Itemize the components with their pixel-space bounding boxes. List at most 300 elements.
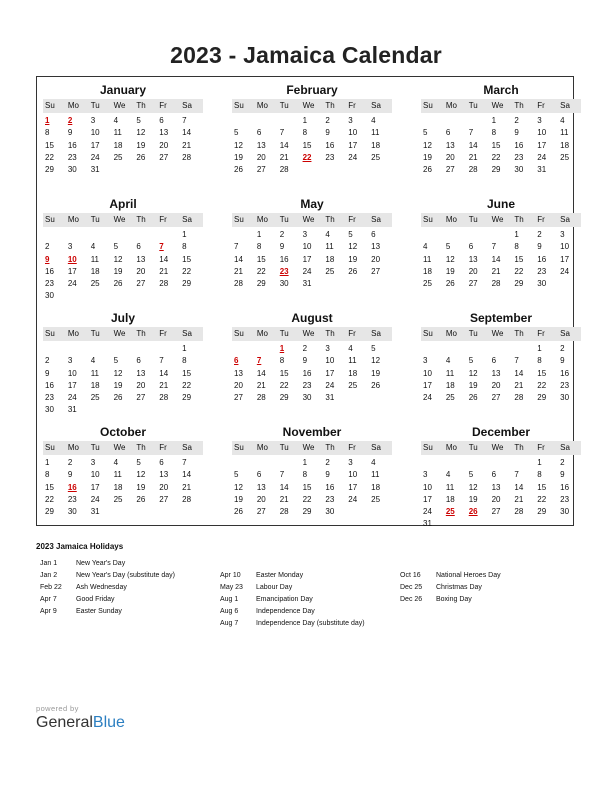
empty-cell bbox=[232, 115, 255, 127]
weekday-header bbox=[232, 441, 392, 455]
empty-cell bbox=[421, 457, 444, 469]
weekday-label: Sa bbox=[371, 329, 381, 338]
empty-cell bbox=[134, 343, 157, 355]
day-grid bbox=[232, 229, 392, 290]
day-cell: 25 bbox=[90, 393, 100, 403]
weekday-label: Sa bbox=[560, 215, 570, 224]
holiday-date: Aug 6 bbox=[220, 608, 239, 615]
day-cell: 13 bbox=[256, 482, 266, 492]
day-cell: 29 bbox=[279, 393, 289, 403]
day-cell: 17 bbox=[90, 140, 100, 150]
day-cell: 4 bbox=[445, 470, 451, 480]
day-cell: 23 bbox=[302, 380, 312, 390]
day-cell: 29 bbox=[514, 279, 524, 289]
day-cell: 19 bbox=[445, 266, 455, 276]
weekday-label: Mo bbox=[256, 101, 268, 110]
day-cell: 26 bbox=[234, 165, 243, 175]
holiday-day: 10 bbox=[67, 254, 77, 264]
day-cell: 8 bbox=[537, 356, 542, 366]
day-cell: 16 bbox=[302, 368, 312, 378]
weekday-label: We bbox=[302, 215, 315, 224]
day-cell: 1 bbox=[537, 458, 542, 467]
day-cell: 23 bbox=[325, 152, 335, 162]
day-cell: 1 bbox=[182, 230, 187, 239]
day-cell: 11 bbox=[113, 470, 122, 480]
day-cell: 16 bbox=[514, 140, 524, 150]
day-cell: 3 bbox=[423, 470, 428, 480]
empty-cell bbox=[278, 115, 301, 127]
weekday-label: We bbox=[302, 329, 315, 338]
day-cell: 10 bbox=[423, 482, 432, 492]
day-cell: 15 bbox=[302, 140, 312, 150]
month-name: September bbox=[469, 311, 533, 325]
empty-cell bbox=[43, 343, 66, 355]
day-cell: 8 bbox=[491, 128, 497, 138]
day-cell: 25 bbox=[113, 494, 123, 504]
day-cell: 31 bbox=[90, 165, 100, 175]
month-name: January bbox=[99, 83, 147, 97]
weekday-label: Tu bbox=[468, 443, 478, 452]
day-cell: 17 bbox=[423, 380, 432, 390]
day-cell: 12 bbox=[234, 482, 243, 492]
day-cell: 6 bbox=[491, 470, 497, 480]
day-cell: 13 bbox=[445, 140, 455, 150]
day-cell: 4 bbox=[90, 242, 96, 252]
day-cell: 4 bbox=[371, 116, 376, 125]
day-cell: 25 bbox=[560, 152, 570, 162]
weekday-label: Sa bbox=[560, 329, 570, 338]
day-cell: 19 bbox=[234, 152, 243, 162]
holiday-day: 25 bbox=[445, 507, 455, 517]
day-cell: 30 bbox=[560, 507, 570, 517]
weekday-label: Sa bbox=[560, 443, 570, 452]
weekday-label: Su bbox=[45, 101, 55, 110]
weekday-header bbox=[421, 213, 581, 227]
day-cell: 6 bbox=[256, 128, 262, 138]
weekday-label: Fr bbox=[348, 329, 356, 338]
day-cell: 9 bbox=[67, 470, 73, 480]
empty-cell bbox=[512, 457, 535, 469]
day-cell: 11 bbox=[445, 368, 455, 378]
weekday-label: We bbox=[491, 215, 504, 224]
day-cell: 10 bbox=[560, 242, 570, 252]
day-grid bbox=[421, 343, 581, 404]
weekday-label: Sa bbox=[371, 443, 381, 452]
day-cell: 4 bbox=[113, 458, 119, 467]
day-cell: 22 bbox=[182, 266, 192, 276]
day-cell: 24 bbox=[423, 507, 432, 517]
day-cell: 22 bbox=[45, 152, 54, 162]
day-cell: 15 bbox=[537, 482, 547, 492]
day-cell: 22 bbox=[182, 380, 192, 390]
weekday-label: Tu bbox=[279, 101, 289, 110]
day-cell: 31 bbox=[537, 165, 547, 175]
weekday-header bbox=[421, 441, 581, 455]
weekday-label: Fr bbox=[537, 101, 545, 110]
day-cell: 29 bbox=[302, 507, 312, 517]
day-cell: 21 bbox=[182, 140, 192, 150]
day-cell: 6 bbox=[468, 242, 474, 252]
day-cell: 9 bbox=[325, 470, 330, 480]
day-cell: 30 bbox=[514, 165, 524, 175]
empty-cell bbox=[444, 343, 467, 355]
day-cell: 9 bbox=[302, 356, 308, 366]
empty-cell bbox=[66, 229, 89, 241]
day-cell: 16 bbox=[45, 380, 54, 390]
day-cell: 7 bbox=[159, 356, 164, 366]
day-cell: 20 bbox=[491, 494, 501, 504]
holiday-row bbox=[400, 570, 501, 582]
day-cell: 15 bbox=[182, 254, 192, 264]
day-grid bbox=[232, 115, 392, 176]
day-cell: 14 bbox=[182, 470, 192, 480]
day-cell: 15 bbox=[45, 482, 54, 492]
weekday-label: Mo bbox=[67, 329, 79, 338]
weekday-label: Tu bbox=[90, 215, 100, 224]
day-cell: 5 bbox=[371, 344, 376, 353]
day-cell: 1 bbox=[537, 344, 542, 353]
weekday-label: Tu bbox=[468, 215, 478, 224]
day-cell: 2 bbox=[514, 116, 519, 125]
day-cell: 6 bbox=[445, 128, 451, 138]
day-cell: 20 bbox=[136, 266, 146, 276]
day-cell: 15 bbox=[491, 140, 501, 150]
weekday-label: Th bbox=[325, 443, 335, 452]
weekday-label: Th bbox=[136, 329, 146, 338]
day-cell: 23 bbox=[45, 279, 54, 289]
day-cell: 23 bbox=[560, 494, 570, 504]
empty-cell bbox=[467, 457, 490, 469]
day-cell: 29 bbox=[537, 393, 547, 403]
month-name: August bbox=[291, 311, 333, 325]
holiday-name: Ash Wednesday bbox=[76, 584, 127, 591]
day-cell: 27 bbox=[159, 152, 169, 162]
day-cell: 7 bbox=[514, 356, 519, 366]
day-cell: 6 bbox=[491, 356, 497, 366]
day-grid bbox=[421, 457, 581, 531]
day-cell: 18 bbox=[90, 266, 100, 276]
day-cell: 3 bbox=[423, 356, 428, 366]
weekday-label: Su bbox=[423, 215, 433, 224]
weekday-label: Fr bbox=[348, 215, 356, 224]
holiday-name: New Year's Day (substitute day) bbox=[76, 572, 175, 579]
day-cell: 7 bbox=[234, 242, 239, 252]
month-february bbox=[232, 82, 392, 176]
holiday-column bbox=[220, 570, 365, 630]
day-cell: 3 bbox=[67, 242, 73, 252]
weekday-header bbox=[232, 327, 392, 341]
day-cell: 21 bbox=[514, 380, 524, 390]
day-cell: 1 bbox=[514, 230, 519, 239]
weekday-label: Sa bbox=[182, 101, 192, 110]
day-cell: 12 bbox=[445, 254, 455, 264]
month-name: May bbox=[300, 197, 324, 211]
day-cell: 3 bbox=[348, 458, 353, 467]
day-cell: 26 bbox=[468, 393, 478, 403]
day-cell: 2 bbox=[45, 356, 50, 366]
day-cell: 7 bbox=[279, 470, 285, 480]
holiday-row bbox=[220, 606, 365, 618]
empty-cell bbox=[255, 457, 278, 469]
day-cell: 5 bbox=[234, 128, 239, 138]
holiday-day: 16 bbox=[67, 482, 77, 492]
month-august bbox=[232, 310, 392, 404]
holiday-date: Oct 16 bbox=[400, 572, 421, 579]
holiday-name: Labour Day bbox=[256, 584, 293, 591]
day-cell: 6 bbox=[136, 356, 141, 366]
weekday-label: Tu bbox=[90, 101, 100, 110]
holiday-day: 1 bbox=[279, 344, 285, 353]
day-cell: 25 bbox=[113, 152, 123, 162]
empty-cell bbox=[255, 115, 278, 127]
day-cell: 2 bbox=[325, 116, 330, 125]
day-cell: 22 bbox=[256, 266, 266, 276]
weekday-label: Su bbox=[45, 329, 55, 338]
weekday-label: Su bbox=[234, 329, 244, 338]
day-cell: 16 bbox=[45, 266, 54, 276]
month-name: December bbox=[471, 425, 531, 439]
day-cell: 14 bbox=[491, 254, 501, 264]
day-cell: 19 bbox=[371, 368, 381, 378]
day-cell: 5 bbox=[113, 242, 119, 252]
day-cell: 23 bbox=[45, 393, 54, 403]
day-grid bbox=[43, 457, 203, 518]
day-cell: 7 bbox=[182, 458, 187, 467]
holiday-day: 22 bbox=[302, 152, 312, 162]
holiday-date: Dec 25 bbox=[400, 584, 423, 591]
day-cell: 16 bbox=[560, 368, 570, 378]
day-cell: 12 bbox=[468, 482, 478, 492]
weekday-label: We bbox=[113, 101, 126, 110]
month-name: October bbox=[99, 425, 146, 439]
weekday-label: Th bbox=[136, 215, 146, 224]
weekday-label: Fr bbox=[159, 101, 167, 110]
holiday-row bbox=[400, 582, 501, 594]
weekday-header bbox=[232, 99, 392, 113]
weekday-label: We bbox=[113, 443, 126, 452]
day-cell: 19 bbox=[468, 494, 478, 504]
weekday-label: Sa bbox=[182, 443, 192, 452]
day-cell: 12 bbox=[371, 356, 381, 366]
day-cell: 6 bbox=[159, 116, 164, 125]
day-grid bbox=[421, 115, 581, 176]
day-cell: 2 bbox=[45, 242, 50, 252]
day-cell: 5 bbox=[136, 458, 141, 467]
weekday-label: Tu bbox=[279, 443, 289, 452]
day-cell: 10 bbox=[348, 470, 358, 480]
weekday-label: Su bbox=[234, 443, 244, 452]
day-cell: 11 bbox=[90, 368, 100, 378]
holiday-day: 1 bbox=[45, 116, 50, 125]
day-cell: 24 bbox=[423, 393, 432, 403]
day-cell: 24 bbox=[560, 266, 570, 276]
day-cell: 19 bbox=[113, 380, 123, 390]
day-cell: 31 bbox=[325, 393, 335, 403]
day-cell: 22 bbox=[537, 494, 547, 504]
day-cell: 17 bbox=[423, 494, 432, 504]
day-cell: 4 bbox=[113, 116, 119, 125]
powered-by-text: powered by bbox=[36, 704, 79, 713]
day-cell: 12 bbox=[423, 140, 432, 150]
day-cell: 13 bbox=[159, 470, 169, 480]
day-cell: 19 bbox=[136, 140, 146, 150]
holiday-row bbox=[220, 582, 365, 594]
holiday-row bbox=[220, 594, 365, 606]
day-cell: 8 bbox=[302, 128, 308, 138]
day-cell: 19 bbox=[423, 152, 432, 162]
day-cell: 9 bbox=[67, 128, 73, 138]
weekday-label: Fr bbox=[348, 101, 356, 110]
day-cell: 2 bbox=[560, 344, 565, 353]
holiday-name: Independence Day (substitute day) bbox=[256, 620, 365, 627]
holiday-name: Easter Monday bbox=[256, 572, 304, 579]
day-cell: 21 bbox=[279, 152, 289, 162]
weekday-label: Th bbox=[514, 443, 524, 452]
day-cell: 3 bbox=[90, 458, 96, 467]
day-cell: 16 bbox=[560, 482, 570, 492]
day-cell: 13 bbox=[159, 128, 169, 138]
day-cell: 13 bbox=[371, 242, 381, 252]
empty-cell bbox=[157, 229, 180, 241]
day-cell: 27 bbox=[468, 279, 478, 289]
day-cell: 28 bbox=[256, 393, 266, 403]
day-cell: 24 bbox=[348, 152, 358, 162]
day-cell: 4 bbox=[325, 230, 330, 239]
day-cell: 23 bbox=[537, 266, 547, 276]
day-cell: 24 bbox=[90, 494, 100, 504]
day-cell: 17 bbox=[325, 368, 335, 378]
day-cell: 2 bbox=[302, 344, 308, 353]
empty-cell bbox=[232, 457, 255, 469]
weekday-label: Th bbox=[325, 329, 335, 338]
day-cell: 5 bbox=[113, 356, 119, 366]
day-cell: 5 bbox=[468, 470, 474, 480]
day-cell: 13 bbox=[234, 368, 243, 378]
empty-cell bbox=[421, 229, 444, 241]
weekday-header bbox=[43, 441, 203, 455]
day-cell: 25 bbox=[423, 279, 432, 289]
day-cell: 2 bbox=[537, 230, 542, 239]
day-cell: 23 bbox=[560, 380, 570, 390]
day-cell: 5 bbox=[445, 242, 451, 252]
day-cell: 18 bbox=[423, 266, 432, 276]
day-cell: 19 bbox=[234, 494, 243, 504]
month-december bbox=[421, 424, 581, 531]
day-cell: 3 bbox=[348, 116, 353, 125]
holiday-name: Emancipation Day bbox=[256, 596, 313, 603]
day-cell: 4 bbox=[371, 458, 376, 467]
weekday-label: Tu bbox=[468, 101, 478, 110]
day-cell: 15 bbox=[45, 140, 54, 150]
weekday-label: Sa bbox=[182, 215, 192, 224]
weekday-label: We bbox=[491, 443, 504, 452]
day-cell: 10 bbox=[302, 242, 312, 252]
weekday-label: Tu bbox=[90, 329, 100, 338]
day-cell: 22 bbox=[491, 152, 501, 162]
day-cell: 2 bbox=[325, 458, 330, 467]
day-cell: 18 bbox=[113, 482, 123, 492]
day-cell: 18 bbox=[90, 380, 100, 390]
day-cell: 6 bbox=[159, 458, 164, 467]
weekday-label: We bbox=[113, 329, 126, 338]
day-cell: 25 bbox=[445, 393, 455, 403]
day-cell: 10 bbox=[348, 128, 358, 138]
day-cell: 31 bbox=[67, 405, 77, 415]
day-cell: 21 bbox=[468, 152, 478, 162]
holiday-name: Independence Day bbox=[256, 608, 315, 615]
day-cell: 4 bbox=[348, 344, 353, 353]
day-cell: 17 bbox=[348, 482, 358, 492]
generalblue-logo bbox=[36, 714, 125, 732]
weekday-header bbox=[43, 327, 203, 341]
month-october bbox=[43, 424, 203, 518]
page-title: 2023 - Jamaica Calendar bbox=[170, 42, 442, 68]
day-cell: 27 bbox=[491, 393, 501, 403]
day-cell: 5 bbox=[423, 128, 428, 138]
logo-general: General bbox=[36, 714, 93, 731]
day-cell: 12 bbox=[113, 254, 123, 264]
day-cell: 24 bbox=[302, 266, 312, 276]
empty-cell bbox=[467, 343, 490, 355]
day-cell: 11 bbox=[90, 254, 100, 264]
day-cell: 13 bbox=[491, 368, 501, 378]
day-cell: 24 bbox=[67, 393, 77, 403]
day-cell: 28 bbox=[234, 279, 243, 289]
day-cell: 26 bbox=[234, 507, 243, 517]
day-cell: 11 bbox=[445, 482, 455, 492]
weekday-label: Fr bbox=[537, 443, 545, 452]
day-cell: 31 bbox=[90, 507, 100, 517]
day-cell: 26 bbox=[423, 165, 432, 175]
weekday-label: Mo bbox=[445, 443, 457, 452]
day-cell: 14 bbox=[279, 482, 289, 492]
empty-cell bbox=[444, 229, 467, 241]
day-cell: 18 bbox=[113, 140, 123, 150]
logo-blue: Blue bbox=[92, 714, 125, 731]
holiday-row bbox=[40, 594, 175, 606]
day-cell: 14 bbox=[182, 128, 192, 138]
day-cell: 30 bbox=[45, 405, 54, 415]
day-cell: 7 bbox=[182, 116, 187, 125]
day-cell: 28 bbox=[279, 507, 289, 517]
month-june bbox=[421, 196, 581, 290]
day-cell: 1 bbox=[256, 230, 262, 239]
day-cell: 10 bbox=[90, 128, 100, 138]
day-cell: 30 bbox=[302, 393, 312, 403]
holiday-name: Good Friday bbox=[76, 596, 115, 603]
day-cell: 7 bbox=[279, 128, 285, 138]
weekday-label: Su bbox=[234, 215, 244, 224]
day-cell: 23 bbox=[325, 494, 335, 504]
day-cell: 23 bbox=[67, 494, 77, 504]
day-cell: 5 bbox=[136, 116, 141, 125]
empty-cell bbox=[89, 229, 112, 241]
empty-cell bbox=[512, 343, 535, 355]
day-cell: 3 bbox=[67, 356, 73, 366]
day-cell: 13 bbox=[468, 254, 478, 264]
weekday-label: We bbox=[302, 101, 315, 110]
day-cell: 24 bbox=[537, 152, 547, 162]
holiday-row bbox=[40, 558, 175, 570]
weekday-label: Tu bbox=[468, 329, 478, 338]
weekday-label: Sa bbox=[371, 215, 381, 224]
day-cell: 21 bbox=[491, 266, 501, 276]
day-cell: 17 bbox=[348, 140, 358, 150]
day-cell: 25 bbox=[371, 152, 381, 162]
day-cell: 20 bbox=[159, 482, 169, 492]
day-cell: 29 bbox=[537, 507, 547, 517]
day-cell: 26 bbox=[113, 393, 123, 403]
